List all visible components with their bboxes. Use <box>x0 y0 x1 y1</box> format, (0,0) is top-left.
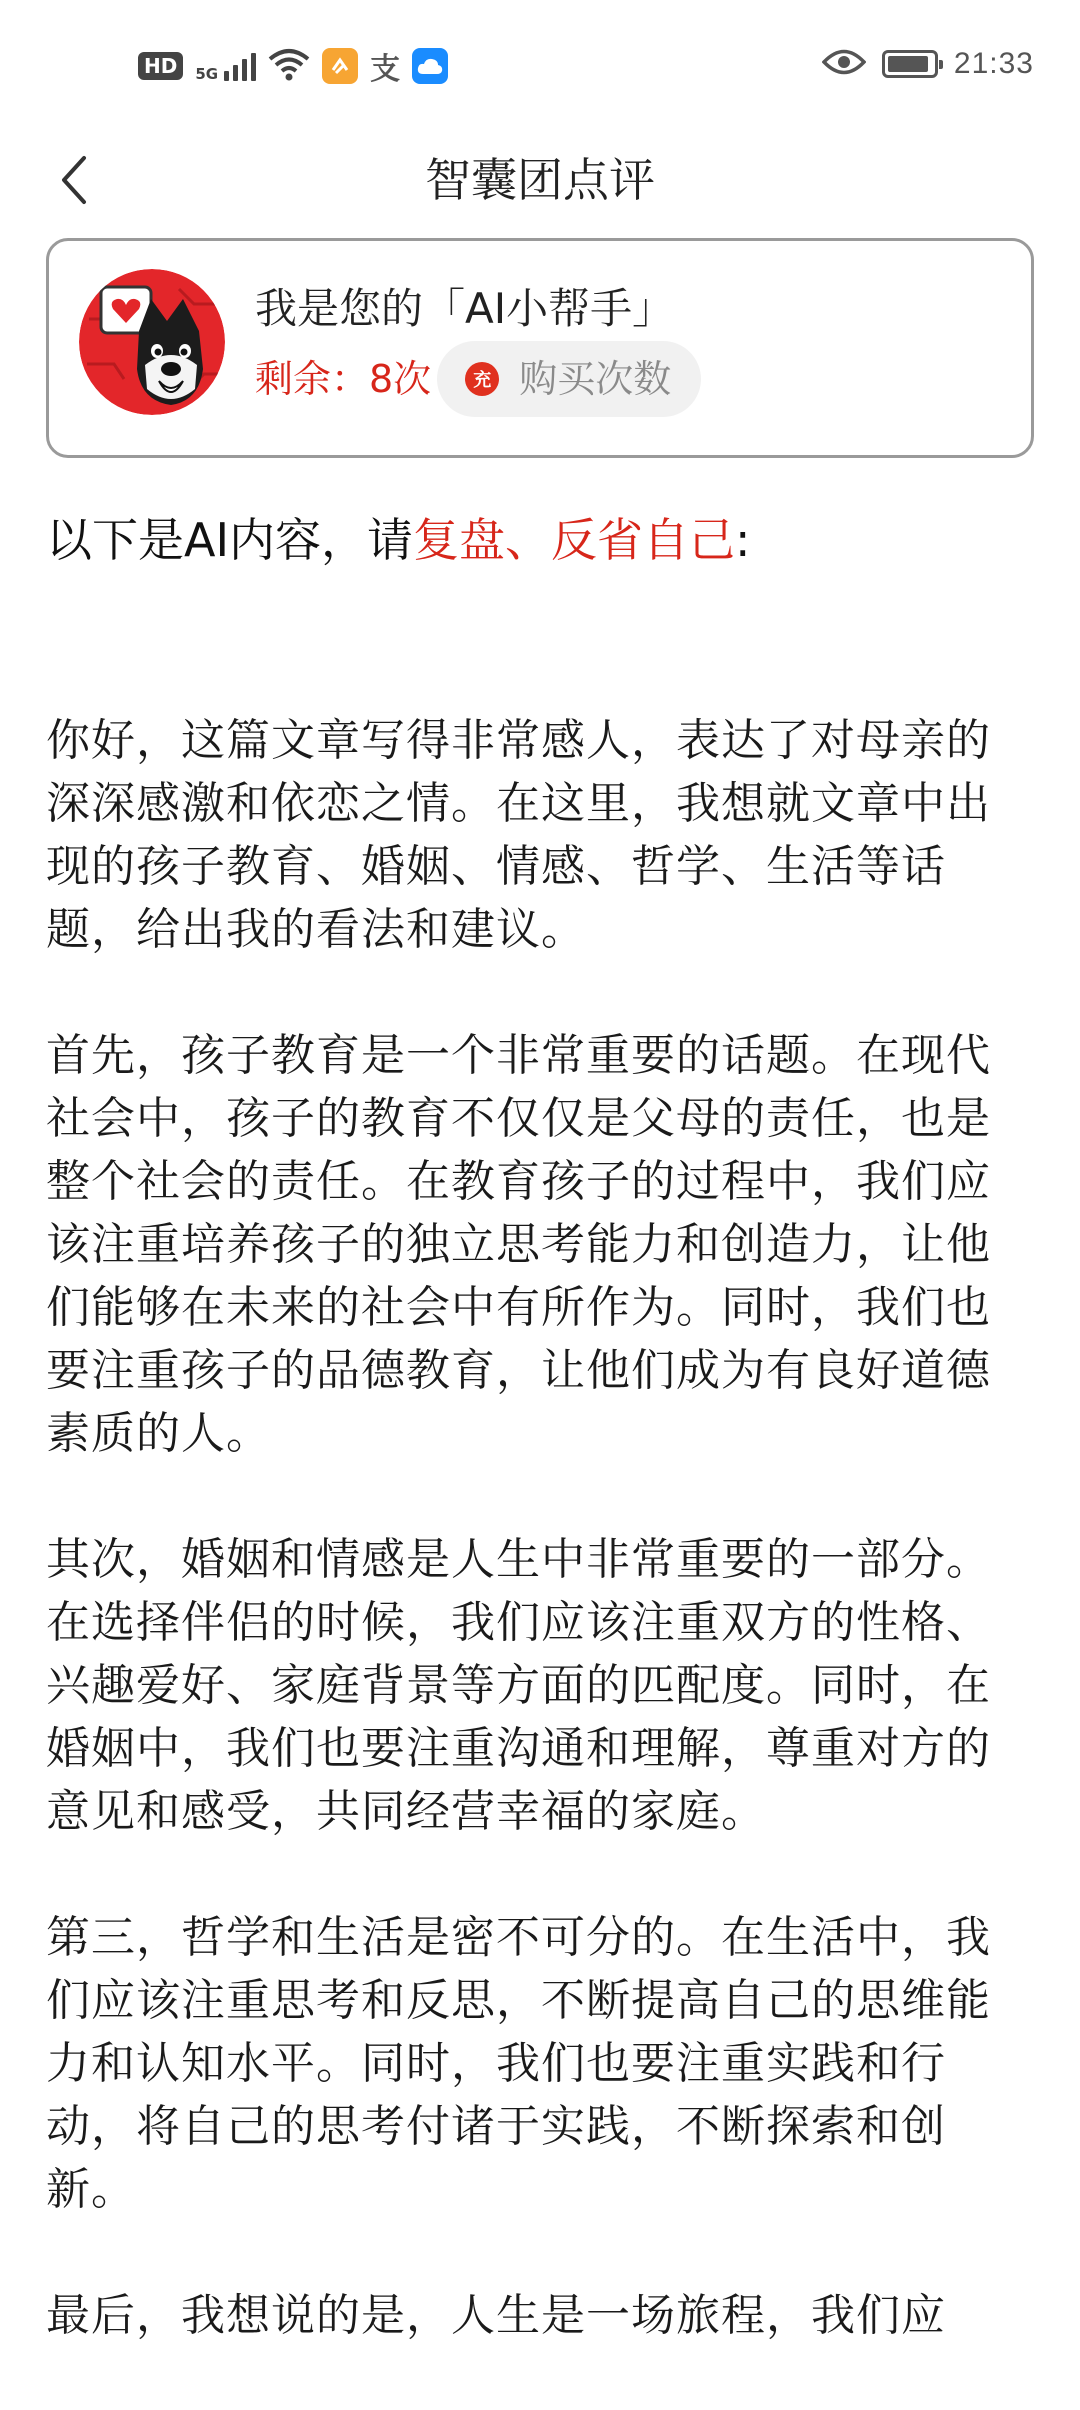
buy-times-label: 购买次数 <box>519 357 672 401</box>
content-paragraph: 最后，我想说的是，人生是一场旅程，我们应 <box>46 2290 946 2341</box>
ai-helper-card <box>46 238 1034 458</box>
wifi-icon <box>268 47 310 85</box>
intro-line <box>46 510 1034 570</box>
intro-prefix: 以下是AI内容，请 <box>46 513 414 567</box>
helper-title: 我是您的「AI小帮手」 <box>255 284 675 333</box>
status-right-icons <box>822 44 1034 84</box>
intro-suffix: : <box>735 513 751 567</box>
app-notification-icon <box>322 48 358 84</box>
status-bar <box>0 0 1080 130</box>
page-title: 智囊团点评 <box>425 153 655 207</box>
eye-icon <box>822 47 866 81</box>
recharge-icon: 充 <box>465 362 499 396</box>
buy-times-button[interactable] <box>437 341 701 417</box>
network-label: 5G <box>195 65 219 83</box>
content-paragraph: 首先，孩子教育是一个非常重要的话题。在现代社会中，孩子的教育不仅仅是父母的责任，也是整个社会的责任。在教育孩子的过程中，我们应该注重培养孩子的独立思考能力和创造力，让他们能够在未来的社会中有所作为。同时，我们也要注重孩子的品德教育，让他们成为有良好道德素质的人。 <box>46 1030 991 1459</box>
avatar <box>79 269 225 415</box>
remaining-row <box>255 341 701 417</box>
nav-bar <box>0 130 1080 250</box>
status-left-icons <box>138 44 448 88</box>
signal-icon <box>195 51 256 81</box>
hd-icon: HD <box>138 52 183 80</box>
battery-icon <box>882 50 938 78</box>
clock: 21:33 <box>953 47 1034 80</box>
content-paragraph: 你好，这篇文章写得非常感人，表达了对母亲的深深感激和依恋之情。在这里，我想就文章中出现的孩子教育、婚姻、情感、哲学、生活等话题，给出我的看法和建议。 <box>46 715 991 955</box>
ai-content <box>46 709 1016 2410</box>
intro-highlight: 复盘、反省自己 <box>413 513 736 567</box>
content-paragraph: 第三，哲学和生活是密不可分的。在生活中，我们应该注重思考和反思，不断提高自己的思维能力和认知水平。同时，我们也要注重实践和行动，将自己的思考付诸于实践，不断探索和创新。 <box>46 1912 991 2215</box>
content-paragraph: 其次，婚姻和情感是人生中非常重要的一部分。在选择伴侣的时候，我们应该注重双方的性格、兴趣爱好、家庭背景等方面的匹配度。同时，在婚姻中，我们也要注重沟通和理解，尊重对方的意见和感受，共同经营幸福的家庭。 <box>46 1534 991 1837</box>
alipay-icon: 支 <box>370 52 401 87</box>
cloud-app-icon <box>412 48 448 84</box>
remaining-count: 剩余：8次 <box>255 357 432 401</box>
